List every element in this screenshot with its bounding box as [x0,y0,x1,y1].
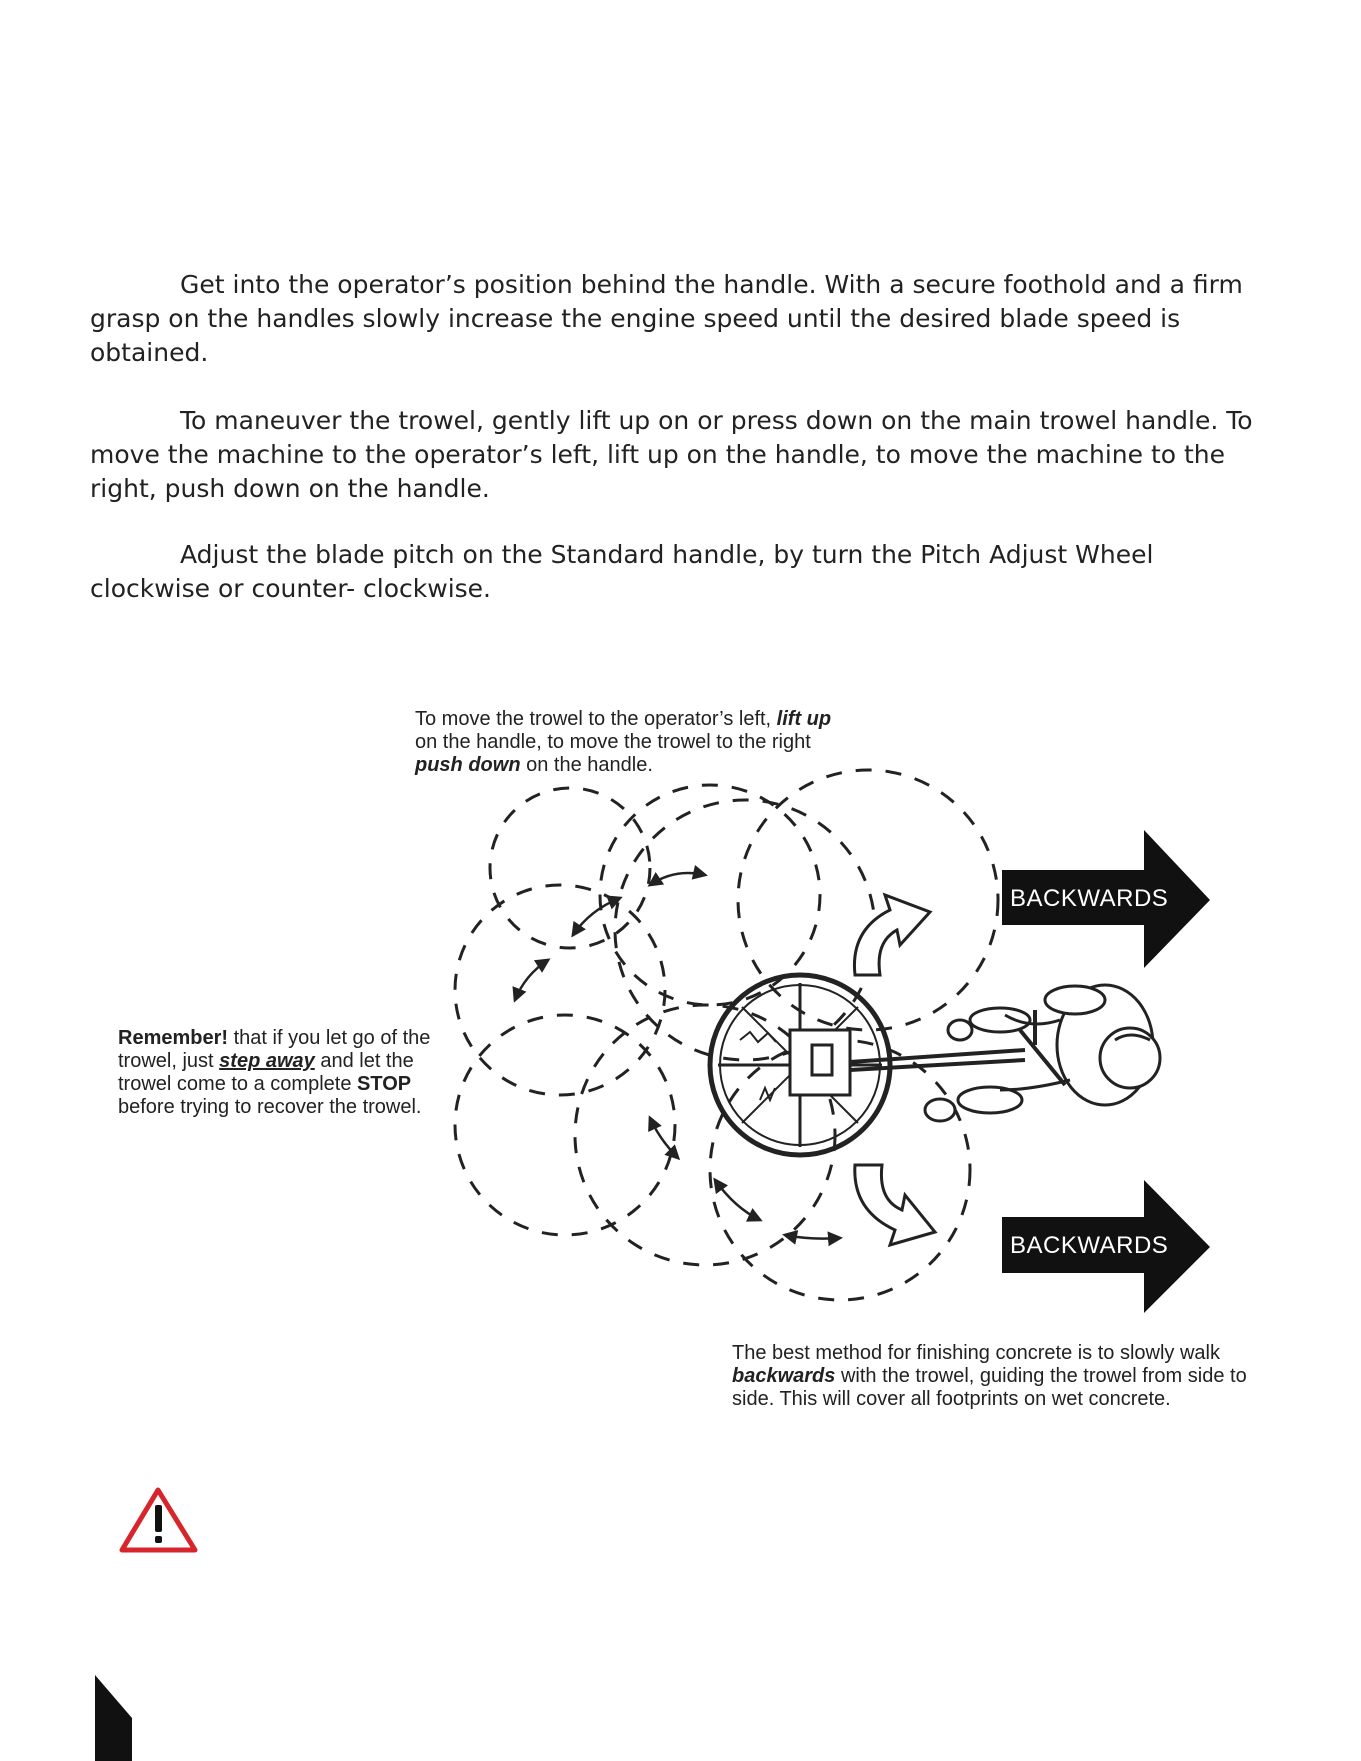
caption-remember-step-away: Remember! that if you let go of the trowel, just step away and let the trowel come to a complete STOP before trying to recover the trowel. [118,1027,431,1118]
caption-lift-push: To move the trowel to the operator’s left, lift up on the handle, to move the trowel to the right push down on the handle. [415,708,832,776]
path-circle [738,770,998,1030]
backwards-label-lower: BACKWARDS [1010,1232,1169,1259]
path-circle [455,1015,675,1235]
path-circle [490,788,650,948]
double-arrow-icon [573,898,620,935]
paragraph-text: To maneuver the trowel, gently lift up on or press down on the main trowel handle. To move the machine to the operator’s left, lift up on the handle, to move the machine to the right, push down on the handle. [90,406,1253,503]
paragraph-text: Adjust the blade pitch on the Standard handle, by turn the Pitch Adjust Wheel clockwise or counter- clockwise. [90,540,1154,603]
double-arrow-icon [515,960,548,1000]
curved-arrow-lower-icon [855,1165,935,1245]
path-circle [615,800,875,1060]
caption-best-method: The best method for finishing concrete is to slowly walk backwards with the trowel, guiding the trowel from side to side. This will cover all footprints on wet concrete. [732,1342,1247,1410]
path-circle [455,885,665,1095]
double-arrow-icon [785,1235,840,1239]
double-arrow-icon [715,1180,760,1220]
curved-arrow-upper-icon [854,895,930,975]
power-trowel-icon [710,975,890,1155]
paragraph-text: Get into the operator’s position behind the handle. With a secure foothold and a firm grasp on the handles slowly increase the engine speed until the desired blade speed is obtained. [90,270,1243,367]
path-circle [600,785,820,1005]
page-corner-tab-icon [95,1675,132,1761]
warning-triangle-icon [122,1490,195,1550]
double-arrow-icon [650,873,705,885]
backwards-label-upper: BACKWARDS [1010,885,1169,912]
